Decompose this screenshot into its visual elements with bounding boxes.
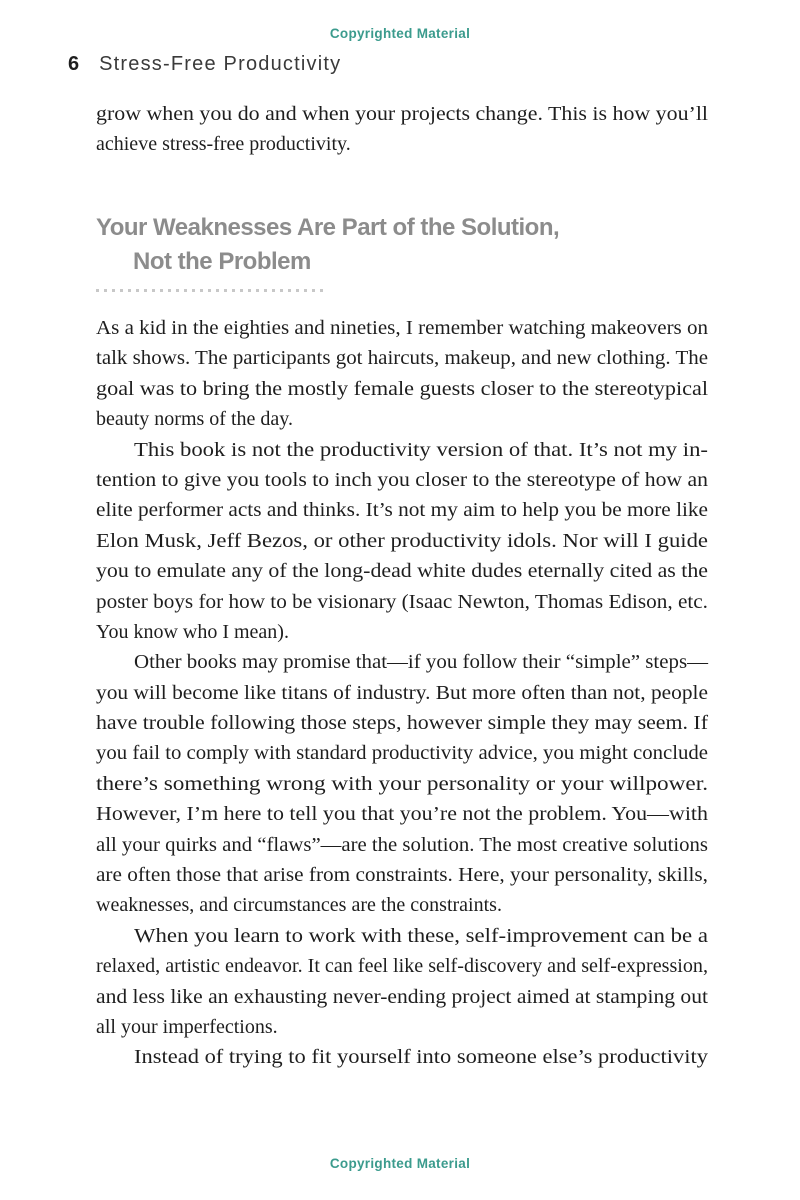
text-line <box>96 587 708 617</box>
rule-dot <box>256 289 259 292</box>
text-line <box>96 404 708 434</box>
text-line-content: you will become like titans of industry. But more often than not, people <box>96 681 708 704</box>
rule-dot <box>104 289 107 292</box>
text-line-content: When you learn to work with these, self-improvement can be a <box>134 924 708 947</box>
rule-dot <box>264 289 267 292</box>
text-line-content: all your quirks and “flaws”—are the solution. The most creative solutions <box>96 833 708 856</box>
text-line-content: are often those that arise from constraints. Here, your personality, skills, <box>96 864 708 887</box>
text-line <box>96 465 708 495</box>
text-line <box>96 769 708 799</box>
text-line <box>96 556 708 586</box>
text-line <box>96 647 708 677</box>
text-line-content: weaknesses, and circumstances are the constraints. <box>96 894 502 917</box>
text-line-content: achieve stress-free productivity. <box>96 133 351 156</box>
text-line-content: You know who I mean). <box>96 620 289 643</box>
intro-paragraph <box>96 99 708 160</box>
text-line-content: tention to give you tools to inch you closer to the stereotype of how an <box>96 468 708 491</box>
rule-dot <box>296 289 299 292</box>
text-line <box>96 982 708 1012</box>
rule-dot <box>272 289 275 292</box>
text-line <box>96 830 708 860</box>
rule-dot <box>120 289 123 292</box>
rule-dot <box>192 289 195 292</box>
rule-dot <box>144 289 147 292</box>
text-line <box>96 129 708 159</box>
running-header <box>68 53 341 75</box>
rule-dot <box>152 289 155 292</box>
rule-dot <box>312 289 315 292</box>
text-line <box>96 738 708 768</box>
rule-dot <box>320 289 323 292</box>
text-line <box>96 99 708 129</box>
text-line-content: grow when you do and when your projects change. This is how you’ll <box>96 103 708 125</box>
page-number: 6 <box>68 53 80 75</box>
running-title: Stress-Free Productivity <box>99 53 342 75</box>
text-line-content: goal was to bring the mostly female guests closer to the stereotypical <box>96 377 708 400</box>
rule-dot <box>160 289 163 292</box>
text-line-content: This book is not the productivity version of that. It’s not my in- <box>134 438 708 461</box>
rule-dot <box>168 289 171 292</box>
rule-dot <box>248 289 251 292</box>
text-line <box>96 374 708 404</box>
rule-dot <box>240 289 243 292</box>
text-line <box>96 708 708 738</box>
text-line <box>96 860 708 890</box>
section-heading-line2: Not the Problem <box>133 248 311 275</box>
text-line-content: Instead of trying to fit yourself into someone else’s productivity <box>134 1046 708 1069</box>
text-line <box>96 1012 708 1042</box>
rule-dot <box>128 289 131 292</box>
rule-dot <box>208 289 211 292</box>
copyright-banner-bottom: Copyrighted Material <box>329 1156 471 1171</box>
text-line <box>96 495 708 525</box>
section-heading <box>96 211 736 279</box>
rule-dot <box>112 289 115 292</box>
rule-dot <box>304 289 307 292</box>
text-line <box>96 313 708 343</box>
text-line-content: However, I’m here to tell you that you’re not the problem. You—with <box>96 803 708 826</box>
text-line-content: all your imperfections. <box>96 1015 278 1038</box>
text-line-content: poster boys for how to be visionary (Isaac Newton, Thomas Edison, etc. <box>96 590 709 613</box>
rule-dot <box>176 289 179 292</box>
text-line <box>96 799 708 829</box>
body-text <box>96 313 708 1073</box>
rule-dot <box>96 289 99 292</box>
rule-dot <box>224 289 227 292</box>
copyright-banner-top: Copyrighted Material <box>329 26 471 41</box>
text-line-content: Other books may promise that—if you follow their “simple” steps— <box>134 651 708 674</box>
rule-dot <box>216 289 219 292</box>
text-line <box>96 435 708 465</box>
text-line-content: beauty norms of the day. <box>96 408 293 431</box>
rule-dot <box>288 289 291 292</box>
text-line-content: As a kid in the eighties and nineties, I remember watching makeovers on <box>96 317 708 339</box>
rule-dot <box>184 289 187 292</box>
text-line <box>96 526 708 556</box>
text-line-content: have trouble following those steps, however simple they may seem. If <box>96 712 708 735</box>
text-line <box>96 343 708 373</box>
text-line <box>96 1042 708 1072</box>
dotted-rule <box>96 289 328 293</box>
rule-dot <box>136 289 139 292</box>
text-line <box>96 921 708 951</box>
text-line-content: Elon Musk, Jeff Bezos, or other productivity idols. Nor will I guide <box>96 529 708 552</box>
text-line-content: you fail to comply with standard productivity advice, you might conclude <box>96 742 708 765</box>
rule-dot <box>200 289 203 292</box>
section-heading-line1: Your Weaknesses Are Part of the Solution, <box>96 214 560 241</box>
text-line-content: there’s something wrong with your personality or your willpower. <box>96 772 708 795</box>
text-line-content: you to emulate any of the long-dead white dudes eternally cited as the <box>96 560 708 583</box>
text-line <box>96 890 708 920</box>
text-line-content: talk shows. The participants got haircuts, makeup, and new clothing. The <box>96 347 708 370</box>
text-line <box>96 678 708 708</box>
text-line-content: elite performer acts and thinks. It’s not my aim to help you be more like <box>96 499 708 522</box>
rule-dot <box>280 289 283 292</box>
text-line-content: and less like an exhausting never-ending project aimed at stamping out <box>96 985 708 1008</box>
text-line-content: relaxed, artistic endeavor. It can feel like self-discovery and self-expression, <box>96 955 708 978</box>
rule-dot <box>232 289 235 292</box>
text-line <box>96 951 708 981</box>
text-line <box>96 617 708 647</box>
